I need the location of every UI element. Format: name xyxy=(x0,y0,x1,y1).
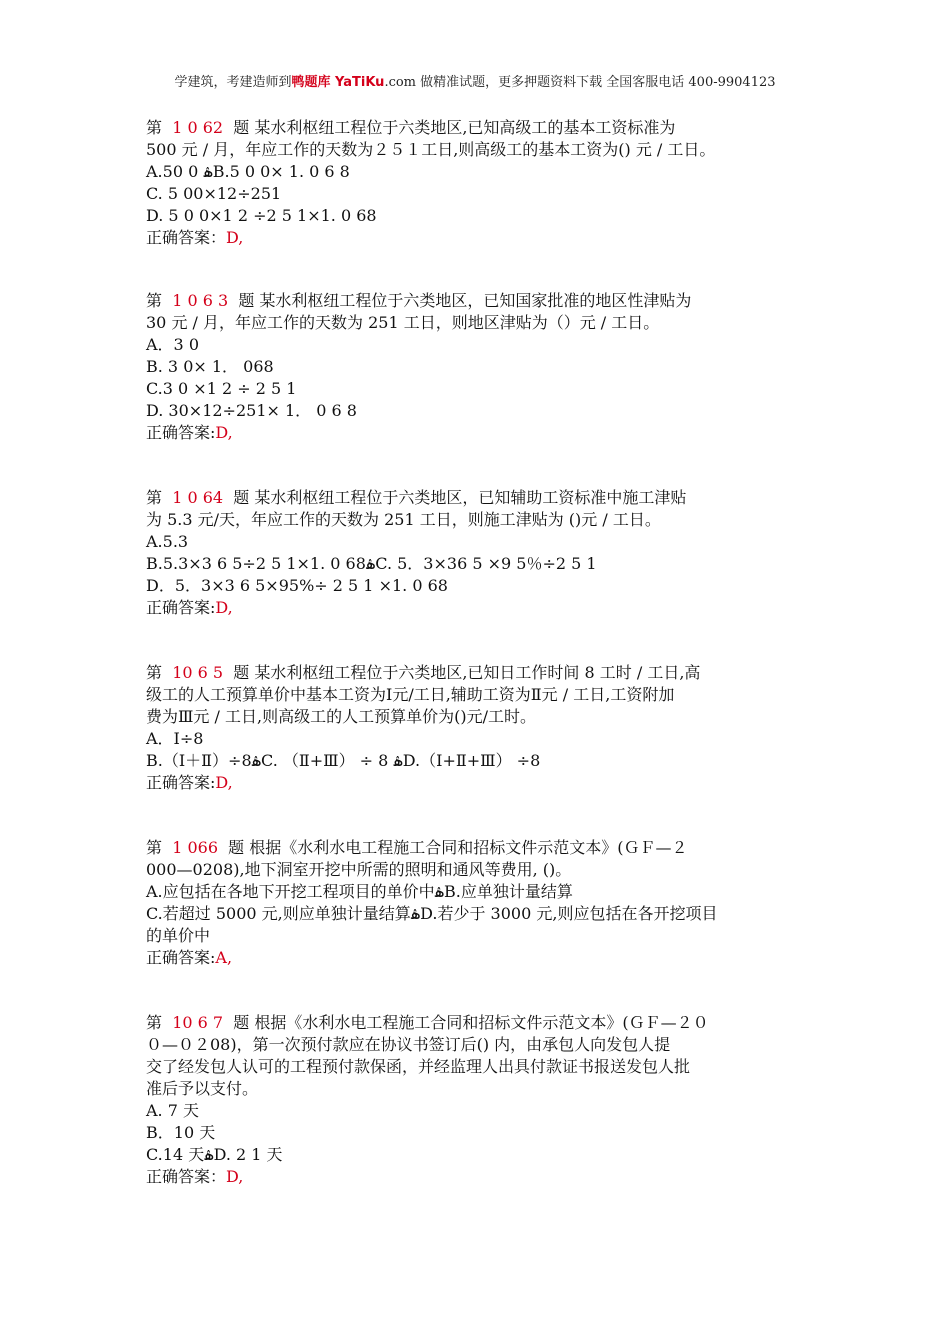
question-1064 xyxy=(146,487,826,619)
question-number: 10 6 7 xyxy=(172,1013,224,1032)
option-line: A.5.3 xyxy=(146,532,189,551)
answer-value: A, xyxy=(215,948,233,967)
question-stem-line: 费为Ⅲ元 / 工日,则高级工的人工预算单价为()元/工时。 xyxy=(146,707,536,726)
option-line: A. 7 天 xyxy=(146,1101,199,1120)
question-number: 10 6 5 xyxy=(172,663,224,682)
question-stem-line: 题 根据《水利水电工程施工合同和招标文件示范文本》(ＧＦ—２０ xyxy=(233,1013,709,1032)
question-1065 xyxy=(146,662,826,794)
header-prefix: 学建筑，考建造师到 xyxy=(174,75,292,90)
question-prefix: 第 xyxy=(146,838,163,857)
question-stem-line: 题 某水利枢纽工程位于六类地区，已知国家批准的地区性津贴为 xyxy=(238,291,692,310)
question-stem-line: 交了经发包人认可的工程预付款保函，并经监理人出具付款证书报送发包人批 xyxy=(146,1057,691,1076)
option-line: C.若超过 5000 元,则应单独计量结算ۿD.若少于 3000 元,则应包括在各开挖项目 xyxy=(146,904,718,923)
option-line: 的单价中 xyxy=(146,926,211,945)
option-line: A.50 0 ۿB.5 0 0× 1. 0 6 8 xyxy=(146,162,350,181)
option-line: D. 30×12÷251× 1． 0 6 8 xyxy=(146,401,357,420)
answer-label: 正确答案： xyxy=(146,228,227,247)
answer-label: 正确答案: xyxy=(146,948,216,967)
question-prefix: 第 xyxy=(146,663,163,682)
question-title xyxy=(146,1012,826,1034)
question-stem-line: 题 根据《水利水电工程施工合同和招标文件示范文本》(ＧＦ—２ xyxy=(228,838,688,857)
question-1066 xyxy=(146,837,826,969)
brand-name[interactable]: 鸭题库 YaTiKu xyxy=(291,75,385,90)
question-title xyxy=(146,487,826,509)
option-line: C. 5 00×12÷251 xyxy=(146,184,282,203)
answer-value: D, xyxy=(226,228,244,247)
question-1063 xyxy=(146,290,826,444)
question-number: 1 0 6 3 xyxy=(172,291,229,310)
answer-value: D, xyxy=(215,598,233,617)
option-line: C.14 天ۿD. 2 1 天 xyxy=(146,1145,283,1164)
question-number: 1 066 xyxy=(172,838,218,857)
answer-line xyxy=(146,772,826,794)
option-line: B.（Ⅰ＋Ⅱ）÷8ۿC. （Ⅱ+Ⅲ） ÷ 8 ۿD.（Ⅰ+Ⅱ+Ⅲ） ÷8 xyxy=(146,751,541,770)
question-number: 1 0 62 xyxy=(172,118,224,137)
answer-line xyxy=(146,597,826,619)
question-stem-line: 准后予以支付。 xyxy=(146,1079,259,1098)
answer-line xyxy=(146,422,826,444)
question-prefix: 第 xyxy=(146,291,163,310)
option-line: D．5．3×3 6 5×95%÷ 2 5 1 ×1. 0 68 xyxy=(146,576,448,595)
option-line: B. 3 0× 1． 068 xyxy=(146,357,274,376)
answer-value: D, xyxy=(226,1167,244,1186)
page-header xyxy=(0,71,950,90)
option-line: A．3 0 xyxy=(146,335,200,354)
question-title xyxy=(146,117,826,139)
question-stem-line: 500 元 / 月，年应工作的天数为２５１工日,则高级工的基本工资为() 元 / 工日。 xyxy=(146,140,716,159)
question-stem-line: 题 某水利枢纽工程位于六类地区，已知辅助工资标准中施工津贴 xyxy=(233,488,687,507)
option-line: D. 5 0 0×1 2 ÷2 5 1×1. 0 68 xyxy=(146,206,377,225)
header-suffix: .com 做精准试题，更多押题资料下载 全国客服电话 400-9904123 xyxy=(384,75,776,90)
question-title xyxy=(146,662,826,684)
question-stem-line: 题 某水利枢纽工程位于六类地区,已知日工作时间 8 工时 / 工日,高 xyxy=(233,663,701,682)
question-1062 xyxy=(146,117,826,249)
question-prefix: 第 xyxy=(146,488,163,507)
question-title xyxy=(146,837,826,859)
answer-label: 正确答案: xyxy=(146,598,216,617)
question-stem-line: 000—0208),地下洞室开挖中所需的照明和通风等费用, ()。 xyxy=(146,860,572,879)
question-number: 1 0 64 xyxy=(172,488,224,507)
answer-value: D, xyxy=(215,423,233,442)
answer-line xyxy=(146,1166,826,1188)
answer-label: 正确答案： xyxy=(146,1167,227,1186)
question-stem-line: ０—０２08)，第一次预付款应在协议书签订后() 内，由承包人向发包人提 xyxy=(146,1035,671,1054)
option-line: B.5.3×3 6 5÷2 5 1×1. 0 68ۿC. 5．3×36 5 ×9 5％÷2 5 1 xyxy=(146,554,597,573)
answer-line xyxy=(146,227,826,249)
option-line: A.应包括在各地下开挖工程项目的单价中ۿB.应单独计量结算 xyxy=(146,882,573,901)
question-prefix: 第 xyxy=(146,118,163,137)
question-1067 xyxy=(146,1012,826,1188)
question-prefix: 第 xyxy=(146,1013,163,1032)
question-title xyxy=(146,290,826,312)
option-line: B．10 天 xyxy=(146,1123,216,1142)
option-line: A．Ⅰ÷8 xyxy=(146,729,204,748)
question-stem-line: 30 元 / 月，年应工作的天数为 251 工日，则地区津贴为（）元 / 工日。 xyxy=(146,313,660,332)
answer-label: 正确答案: xyxy=(146,773,216,792)
question-stem-line: 题 某水利枢纽工程位于六类地区,已知高级工的基本工资标准为 xyxy=(233,118,676,137)
question-stem-line: 级工的人工预算单价中基本工资为Ⅰ元/工日,辅助工资为Ⅱ元 / 工日,工资附加 xyxy=(146,685,675,704)
answer-value: D, xyxy=(215,773,233,792)
option-line: C.3 0 ×1 2 ÷ 2 5 1 xyxy=(146,379,297,398)
answer-line xyxy=(146,947,826,969)
answer-label: 正确答案: xyxy=(146,423,216,442)
question-stem-line: 为 5.3 元/天，年应工作的天数为 251 工日，则施工津贴为 ()元 / 工日。 xyxy=(146,510,661,529)
